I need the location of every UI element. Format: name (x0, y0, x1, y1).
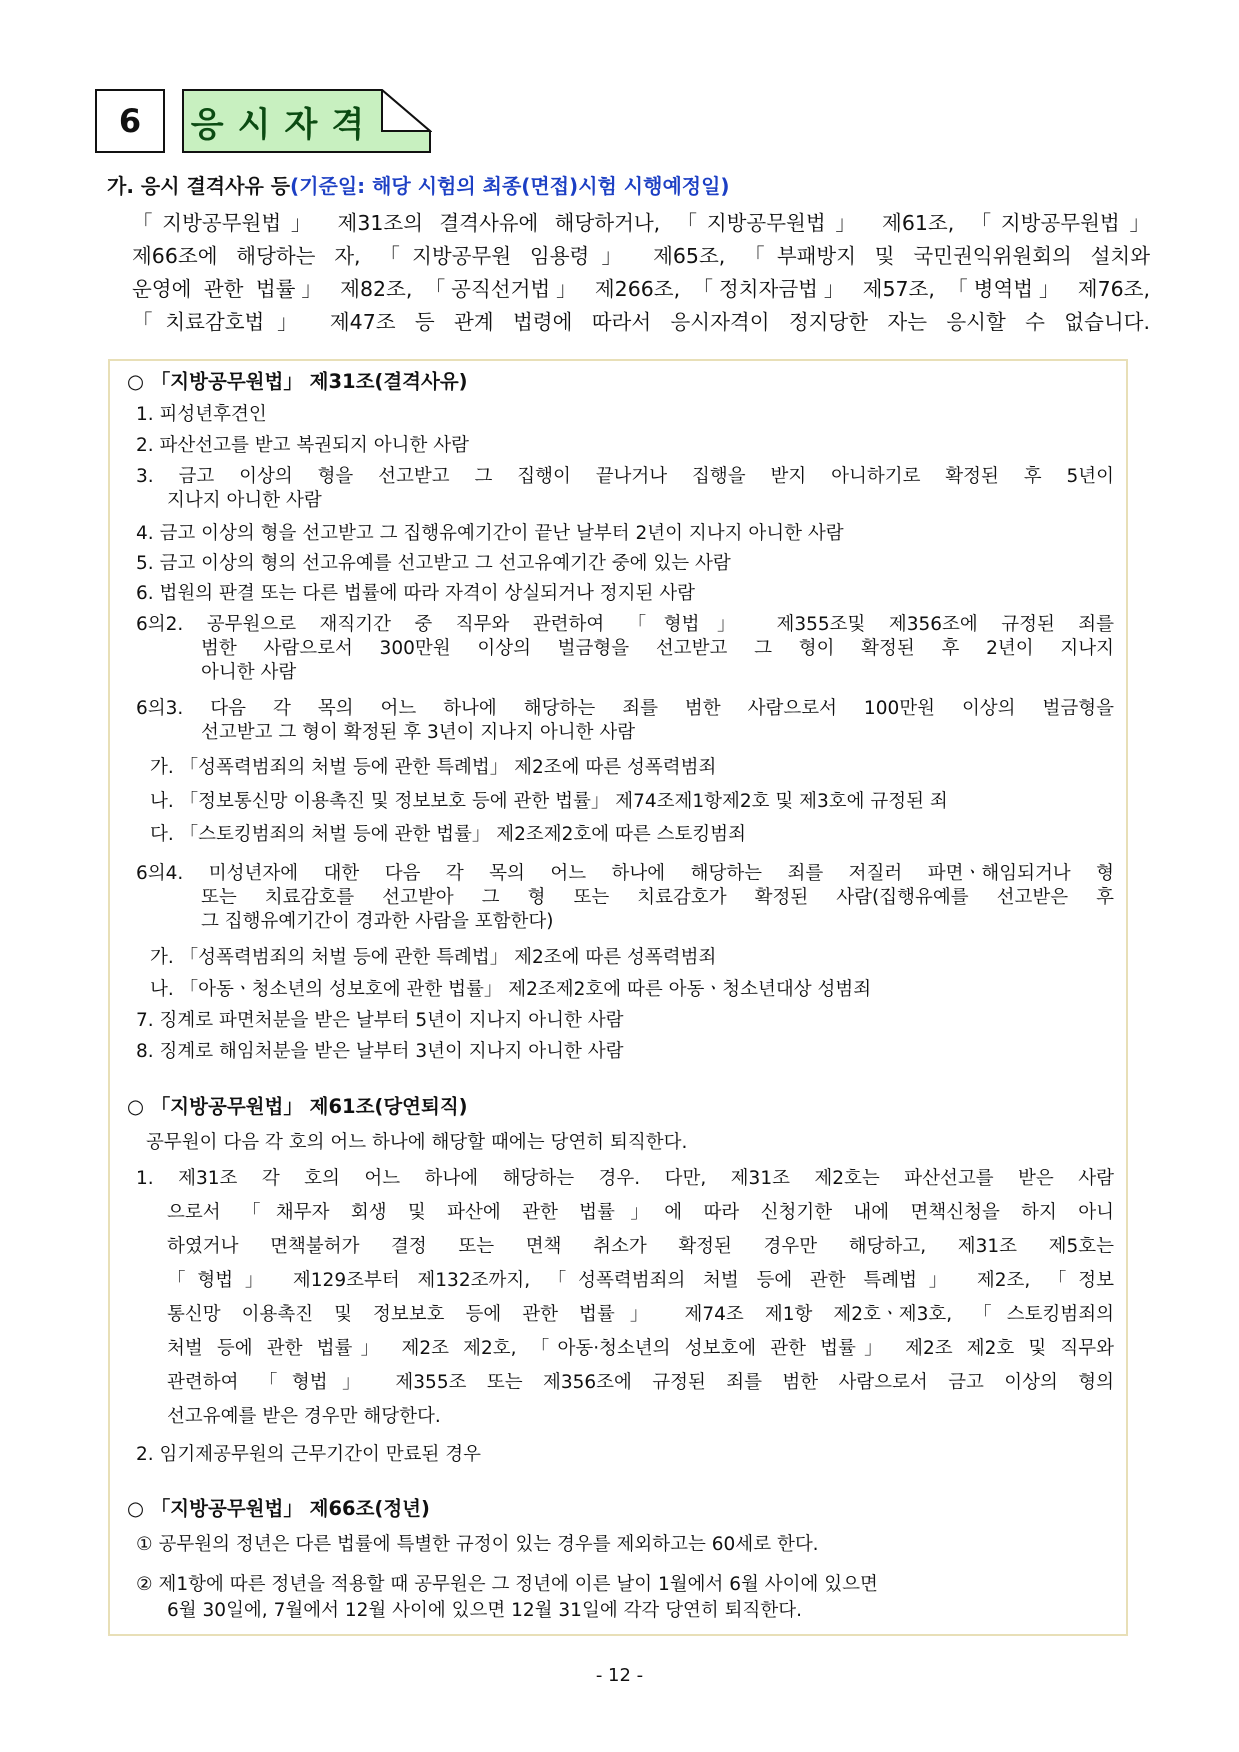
list-item: 7. 징계로 파면처분을 받은 날부터 5년이 지나지 아니한 사람 (136, 1010, 624, 1031)
list-item-cont: 그 집행유예기간이 경과한 사람을 포함한다) (201, 911, 554, 932)
list-item: 6. 법원의 판결 또는 다른 법률에 따라 자격이 상실되거나 정지된 사람 (136, 583, 695, 604)
list-item-cont: 처벌 등에 관한 법률」 제2조 제2호, 「아동·청소년의 성보호에 관한 법률」 제2조 제2호 및 직무와 (167, 1338, 1114, 1359)
section-title: 응시자격 (190, 104, 379, 145)
intro-paragraph (132, 207, 1150, 339)
intro-line: 제66조에 해당하는 자, 「지방공무원 임용령」 제65조, 「부패방지 및 국민권익위원회의 설치와 (132, 244, 1150, 268)
list-subitem: 나. 「아동ㆍ청소년의 성보호에 관한 법률」 제2조제2호에 따른 아동ㆍ청소년대상 성범죄 (150, 979, 872, 1000)
list-item: 3. 금고 이상의 형을 선고받고 그 집행이 끝나거나 집행을 받지 아니하기로 확정된 후 5년이 (136, 466, 1114, 487)
list-subitem: 가. 「성폭력범죄의 처벌 등에 관한 특례법」 제2조에 따른 성폭력범죄 (150, 947, 717, 968)
list-item: 6의2. 공무원으로 재직기간 중 직무와 관련하여 「형법」 제355조및 제356조에 규정된 죄를 (136, 614, 1114, 635)
list-item-cont: 아니한 사람 (201, 662, 297, 683)
law-article-61-title: ○ 「지방공무원법」 제61조(당연퇴직) (127, 1095, 468, 1118)
subsection-heading (107, 170, 730, 199)
heading-prefix: 가. 응시 결격사유 등 (107, 174, 291, 198)
list-item: 6의3. 다음 각 목의 어느 하나에 해당하는 죄를 범한 사람으로서 100만원 이상의 벌금형을 (136, 698, 1114, 719)
list-item-cont: 6월 30일에, 7월에서 12월 사이에 있으면 12월 31일에 각각 당연히 퇴직한다. (167, 1600, 803, 1621)
list-item: 1. 피성년후견인 (136, 404, 267, 425)
list-item: 1. 제31조 각 호의 어느 하나에 해당하는 경우. 다만, 제31조 제2호는 파산선고를 받은 사람 (136, 1168, 1114, 1189)
page-number: - 12 - (595, 1665, 644, 1686)
list-item-cont: 또는 치료감호를 선고받아 그 형 또는 치료감호가 확정된 사람(집행유예를 선고받은 후 (201, 887, 1114, 908)
intro-line: 「치료감호법」 제47조 등 관계 법령에 따라서 응시자격이 정지당한 자는 응시할 수 없습니다. (132, 310, 1150, 334)
list-item-cont: 으로서 「채무자 회생 및 파산에 관한 법률」에 따라 신청기한 내에 면책신청을 하지 아니 (167, 1202, 1114, 1223)
heading-highlight: (기준일: 해당 시험의 최종(면접)시험 시행예정일) (290, 174, 730, 198)
list-item-cont: 관련하여 「형법」 제355조 또는 제356조에 규정된 죄를 범한 사람으로서 금고 이상의 형의 (167, 1372, 1114, 1393)
list-item: 2. 파산선고를 받고 복권되지 아니한 사람 (136, 435, 469, 456)
list-subitem: 가. 「성폭력범죄의 처벌 등에 관한 특례법」 제2조에 따른 성폭력범죄 (150, 757, 717, 778)
list-item-cont: 「형법」 제129조부터 제132조까지, 「성폭력범죄의 처벌 등에 관한 특례법」 제2조, 「정보 (167, 1270, 1114, 1291)
list-item: 4. 금고 이상의 형을 선고받고 그 집행유예기간이 끝난 날부터 2년이 지나지 아니한 사람 (136, 523, 844, 544)
list-item-cont: 통신망 이용촉진 및 정보보호 등에 관한 법률」 제74조 제1항 제2호ㆍ제3호, 「스토킹범죄의 (167, 1304, 1114, 1325)
section-title-box (182, 89, 432, 153)
law-article-66-title: ○ 「지방공무원법」 제66조(정년) (127, 1497, 430, 1520)
list-item: 공무원이 다음 각 호의 어느 하나에 해당할 때에는 당연히 퇴직한다. (146, 1132, 688, 1153)
list-item: ① 공무원의 정년은 다른 법률에 특별한 규정이 있는 경우를 제외하고는 60세로 한다. (136, 1534, 819, 1555)
section-number: 6 (95, 89, 165, 153)
list-item-cont: 지나지 아니한 사람 (167, 490, 322, 511)
list-item-cont: 선고유예를 받은 경우만 해당한다. (167, 1406, 441, 1427)
intro-line: 「지방공무원법」 제31조의 결격사유에 해당하거나, 「지방공무원법」 제61조, 「지방공무원법」 (132, 211, 1150, 235)
law-article-31-title: ○ 「지방공무원법」 제31조(결격사유) (127, 370, 468, 393)
list-item: 6의4. 미성년자에 대한 다음 각 목의 어느 하나에 해당하는 죄를 저질러 파면ㆍ해임되거나 형 (136, 863, 1114, 884)
list-item-cont: 하였거나 면책불허가 결정 또는 면책 취소가 확정된 경우만 해당하고, 제31조 제5호는 (167, 1236, 1114, 1257)
list-subitem: 다. 「스토킹범죄의 처벌 등에 관한 법률」 제2조제2호에 따른 스토킹범죄 (150, 824, 746, 845)
list-item-cont: 선고받고 그 형이 확정된 후 3년이 지나지 아니한 사람 (201, 722, 636, 743)
list-item: 5. 금고 이상의 형의 선고유예를 선고받고 그 선고유예기간 중에 있는 사람 (136, 553, 731, 574)
list-item: 2. 임기제공무원의 근무기간이 만료된 경우 (136, 1444, 481, 1465)
intro-line: 운영에 관한 법률」 제82조, 「공직선거법」 제266조, 「정치자금법」 제57조, 「병역법」 제76조, (132, 277, 1150, 301)
list-item: ② 제1항에 따른 정년을 적용할 때 공무원은 그 정년에 이른 날이 1월에서 6월 사이에 있으면 (136, 1574, 878, 1595)
list-subitem: 나. 「정보통신망 이용촉진 및 정보보호 등에 관한 법률」 제74조제1항제2호 및 제3호에 규정된 죄 (150, 791, 948, 812)
list-item: 8. 징계로 해임처분을 받은 날부터 3년이 지나지 아니한 사람 (136, 1041, 624, 1062)
list-item-cont: 범한 사람으로서 300만원 이상의 벌금형을 선고받고 그 형이 확정된 후 2년이 지나지 (201, 638, 1114, 659)
